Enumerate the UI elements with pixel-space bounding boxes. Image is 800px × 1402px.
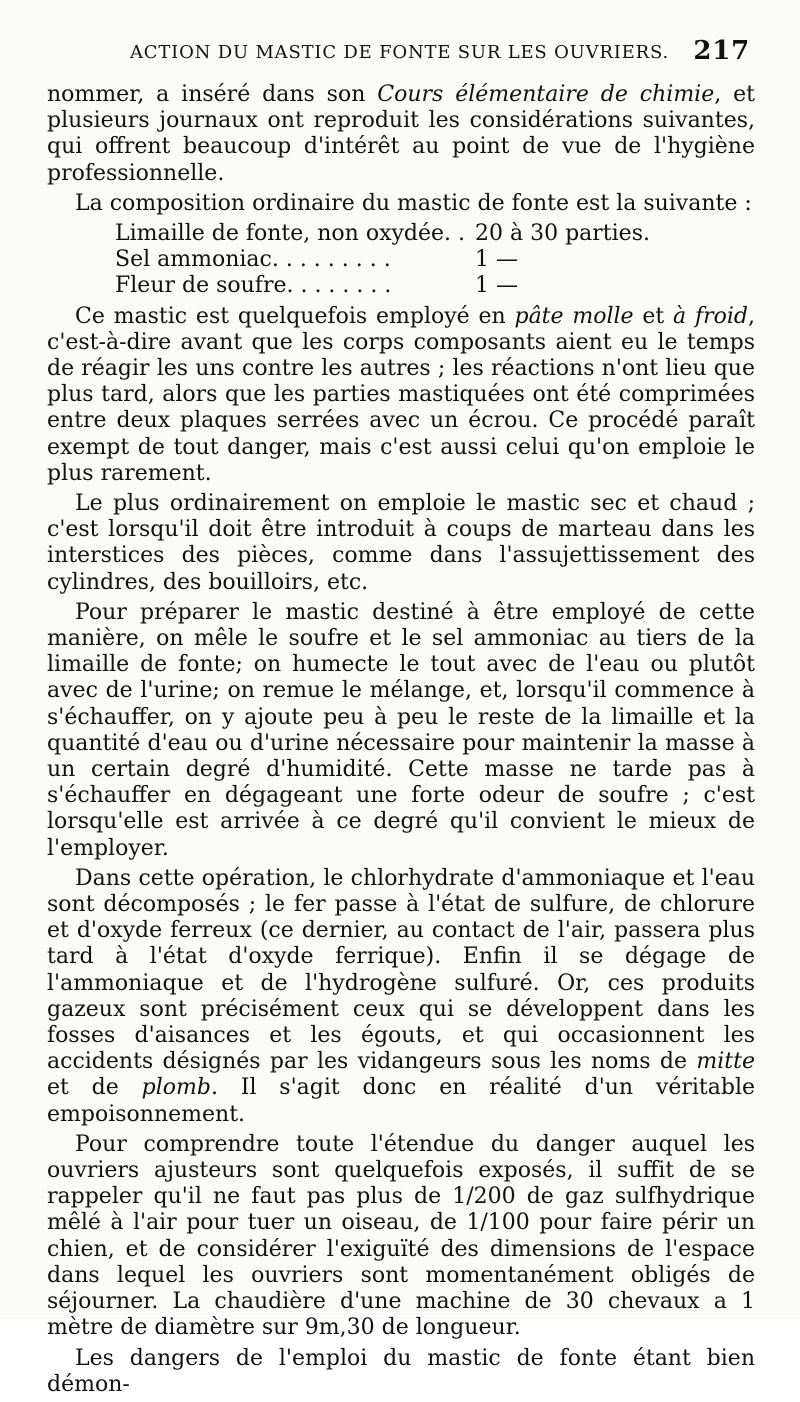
p6-text-e: . Il s'agit donc en réalité d'un véritable empoisonnement. xyxy=(47,1075,756,1127)
composition-table xyxy=(115,221,675,300)
composition-row xyxy=(115,247,675,273)
ingredient-amount: 1 — xyxy=(475,247,518,273)
p3-italic-a-froid: à froid xyxy=(673,303,748,329)
body-text xyxy=(47,82,755,1402)
paragraph-cold-paste xyxy=(47,304,755,487)
p1-text-a: nommer, a inséré dans son xyxy=(47,82,378,107)
paragraph-composition-intro: La composition ordinaire du mastic de fonte est la suivante : xyxy=(75,190,752,216)
paragraph-continuation xyxy=(47,82,755,187)
paragraph-preparation: Pour préparer le mastic destiné à être employé de cette manière, on mêle le soufre et le sel ammoniac au tiers de la limaille de fonte; on humecte le tout avec de l'eau ou plutôt avec de l'urine; on remue le mélange, et, lorsqu'il commence à s'échauffer, on y ajoute peu à peu le reste de la limaille et la quantité d'eau ou d'urine nécessaire pour maintenir la masse à un certain degré d'humidité. Cette masse ne tarde pas à s'échauffer en dégageant une forte odeur de soufre ; c'est lorsqu'elle est arrivée à ce degré qu'il convient le mieux de l'employer. xyxy=(47,599,755,861)
running-header xyxy=(110,38,760,68)
running-title: ACTION DU MASTIC DE FONTE SUR LES OUVRIERS. xyxy=(130,42,669,63)
p3-italic-pate-molle: pâte molle xyxy=(514,303,634,329)
composition-row xyxy=(115,221,675,247)
ingredient-label: Limaille de fonte, non oxydée. . xyxy=(115,221,466,247)
ingredient-amount: 1 — xyxy=(475,273,518,299)
ingredient-label: Sel ammoniac. . . . . . . . . xyxy=(115,247,391,273)
p1-book-title: Cours élémentaire de chimie xyxy=(377,82,715,107)
paragraph-chemistry xyxy=(47,866,755,1128)
ingredient-label: Fleur de soufre. . . . . . . . xyxy=(115,273,392,299)
paragraph-final: Les dangers de l'emploi du mastic de fonte étant bien démon- xyxy=(47,1345,755,1397)
ingredient-amount: 20 à 30 parties. xyxy=(475,221,650,247)
p3-text-e: , c'est-à-dire avant que les corps composants aient eu le temps de réagir les uns contre les autres ; les réactions n'ont lieu que plus tard, alors que les parties mastiquées ont été comprimées entre deux plaques serrées avec un écrou. Ce procédé paraît exempt de tout danger, mais c'est aussi celui qu'on emploie le plus rarement. xyxy=(47,303,755,486)
p6-italic-plomb: plomb xyxy=(141,1075,211,1101)
p3-text-a: Ce mastic est quelquefois employé en xyxy=(75,303,515,329)
p6-text-c: et de xyxy=(47,1075,142,1101)
composition-row xyxy=(115,273,675,299)
p1-text-c: , et plusieurs journaux ont reproduit les considérations suivantes, qui offrent beaucoup d'intérêt au point de vue de l'hygiène professionnelle. xyxy=(47,82,755,186)
p3-text-c: et xyxy=(633,303,674,329)
paragraph-danger: Pour comprendre toute l'étendue du danger auquel les ouvriers ajusteurs sont quelquefois exposés, il suffit de se rappeler qu'il ne faut pas plus de 1/200 de gaz sulfhydrique mêlé à l'air pour tuer un oiseau, de 1/100 pour faire périr un chien, et de considérer l'exiguïté des dimensions de l'espace dans lequel les ouvriers sont momentanément obligés de séjourner. La chaudière d'une machine de 30 chevaux a 1 mètre de diamètre sur 9m,30 de longueur. xyxy=(47,1131,755,1341)
p6-text-a: Dans cette opération, le chlorhydrate d'ammoniaque et l'eau sont décomposés ; le fer passe à l'état de sulfure, de chlorure et d'oxyde ferreux (ce dernier, au contact de l'air, passera plus tard à l'état d'oxyde ferrique). Enfin il se dégage de l'ammoniaque et de l'hydrogène sulfuré. Or, ces produits gazeux sont précisément ceux qui se développent dans les fosses d'aisances et les égouts, et qui occasionnent les accidents désignés par les vidangeurs sous les noms de xyxy=(47,865,755,1075)
p6-italic-mitte: mitte xyxy=(696,1049,755,1075)
page-number: 217 xyxy=(693,36,750,66)
paragraph-dry-hot: Le plus ordinairement on emploie le mastic sec et chaud ; c'est lorsqu'il doit être introduit à coups de marteau dans les interstices des pièces, comme dans l'assujettissement des cylindres, des bouilloirs, etc. xyxy=(47,491,755,595)
